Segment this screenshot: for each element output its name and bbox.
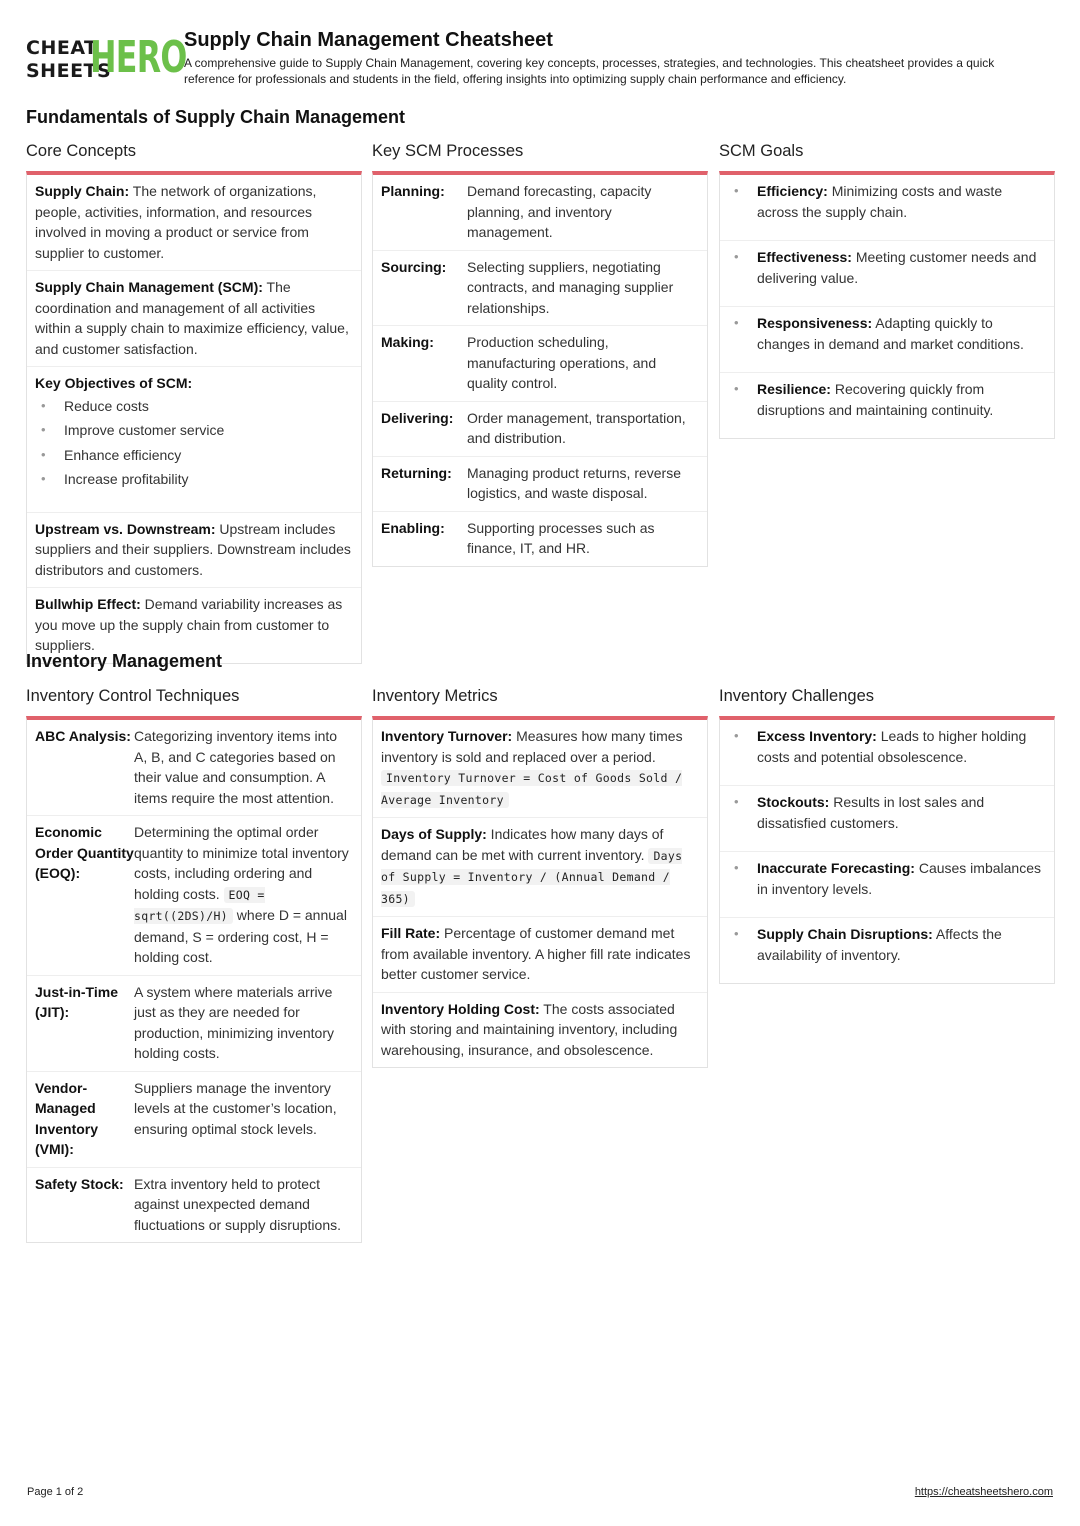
technique-key: Vendor-Managed Inventory (VMI): bbox=[35, 1079, 99, 1157]
goal-label: Resilience: bbox=[757, 381, 831, 397]
list-item bbox=[720, 918, 1054, 983]
section-title-inventory: Inventory Management bbox=[26, 651, 223, 671]
core-concepts-title: Core Concepts bbox=[26, 142, 137, 160]
goal-text: Adapting quickly to changes in demand and market conditions. bbox=[757, 315, 1024, 352]
term-text: The coordination and management of all activities within a supply chain to maximize efficiency, value, and customer satisfaction. bbox=[35, 279, 349, 357]
site-link[interactable]: https://cheatsheetshero.com bbox=[914, 1486, 1053, 1498]
inventory-metrics-column bbox=[372, 685, 708, 1068]
metric-text: Measures how many times inventory is sold and replaced over a period. bbox=[381, 728, 683, 765]
challenge-label: Excess Inventory: bbox=[757, 728, 877, 744]
table-row bbox=[373, 457, 707, 512]
list-item bbox=[373, 917, 707, 993]
process-key: Returning: bbox=[381, 464, 452, 481]
objective-item: • Enhance efficiency bbox=[35, 443, 353, 468]
page-number: Page 1 of 2 bbox=[27, 1486, 84, 1498]
term-text: Demand variability increases as you move up the supply chain from customer to suppliers. bbox=[35, 596, 343, 653]
term-text: Upstream includes suppliers and their suppliers. Downstream includes distributors and customers. bbox=[35, 520, 351, 578]
goal-label: Efficiency: bbox=[757, 183, 828, 199]
page-title: Supply Chain Management Cheatsheet bbox=[184, 29, 553, 51]
list-item bbox=[720, 241, 1054, 307]
term-text: The network of organizations, people, activities, information, and resources involved in moving a product or service from supplier to customer. bbox=[35, 183, 317, 261]
list-item bbox=[373, 818, 707, 917]
goal-label: Responsiveness: bbox=[757, 315, 873, 331]
inventory-metrics-card bbox=[372, 716, 708, 1068]
table-row bbox=[373, 326, 707, 402]
table-row bbox=[373, 175, 707, 251]
goal-text: Minimizing costs and waste across the supply chain. bbox=[757, 183, 1003, 220]
metric-label: Inventory Holding Cost: bbox=[381, 1000, 540, 1017]
term-label: Upstream vs. Downstream: bbox=[35, 520, 216, 537]
list-item bbox=[27, 367, 361, 513]
logo-hero-text: HERO bbox=[90, 32, 187, 83]
term-label: Supply Chain: bbox=[35, 183, 130, 199]
core-concepts-column bbox=[26, 140, 362, 664]
goal-text: Recovering quickly from disruptions and maintaining continuity. bbox=[757, 381, 994, 418]
list-item bbox=[720, 175, 1054, 241]
table-row bbox=[27, 1072, 361, 1168]
goal-label: Effectiveness: bbox=[757, 249, 852, 265]
scm-goals-title: SCM Goals bbox=[719, 142, 804, 160]
list-item bbox=[720, 720, 1054, 786]
table-row bbox=[27, 1168, 361, 1243]
core-concepts-card bbox=[26, 171, 362, 664]
scm-processes-column bbox=[372, 140, 708, 567]
logo-cheat-text: CHEAT bbox=[26, 37, 98, 59]
metric-text: The costs associated with storing and maintaining inventory, including warehousing, insurance, and obsolescence. bbox=[381, 1000, 678, 1058]
process-value: Selecting suppliers, negotiating contracts, and managing supplier relationships. bbox=[467, 258, 674, 316]
process-value: Supporting processes such as finance, IT, and HR. bbox=[467, 519, 655, 556]
objective-item: • Increase profitability bbox=[35, 467, 353, 492]
formula-code: EOQ = sqrt((2DS)/H) bbox=[134, 887, 265, 923]
process-value: Managing product returns, reverse logistics, and waste disposal. bbox=[467, 464, 681, 501]
inventory-challenges-title: Inventory Challenges bbox=[719, 687, 875, 705]
list-item bbox=[720, 786, 1054, 852]
scm-processes-title: Key SCM Processes bbox=[372, 142, 524, 160]
challenge-label: Stockouts: bbox=[757, 794, 830, 810]
process-key: Planning: bbox=[381, 183, 445, 199]
term-label: Key Objectives of SCM: bbox=[35, 375, 193, 391]
inventory-challenges-column bbox=[719, 685, 1055, 984]
technique-text: where D = annual demand, S = ordering cost, H = holding cost. bbox=[134, 907, 347, 965]
list-item bbox=[27, 271, 361, 367]
scm-goals-column bbox=[719, 140, 1055, 439]
term-label: Bullwhip Effect: bbox=[35, 596, 141, 612]
inventory-techniques-title: Inventory Control Techniques bbox=[26, 687, 240, 705]
cheatsheetshero-logo[interactable] bbox=[26, 32, 187, 83]
logo-sheets-text: SHEETS bbox=[26, 60, 112, 82]
process-key: Sourcing: bbox=[381, 258, 447, 275]
process-key: Delivering: bbox=[381, 409, 454, 426]
process-value: Order management, transportation, and distribution. bbox=[467, 409, 686, 446]
table-row bbox=[27, 976, 361, 1072]
challenge-text: Causes imbalances in inventory levels. bbox=[757, 860, 1041, 897]
list-item bbox=[373, 993, 707, 1068]
technique-value: A system where materials arrive just as they are needed for production, minimizing inventory holding costs. bbox=[134, 983, 334, 1061]
challenge-label: Inaccurate Forecasting: bbox=[757, 860, 915, 876]
metric-text: Percentage of customer demand met from available inventory. A higher fill rate indicates better customer service. bbox=[381, 925, 691, 982]
metric-label: Fill Rate: bbox=[381, 925, 441, 941]
technique-value bbox=[134, 822, 353, 968]
term-label: Supply Chain Management (SCM): bbox=[35, 279, 263, 295]
inventory-metrics-title: Inventory Metrics bbox=[372, 687, 498, 705]
process-key: Making: bbox=[381, 334, 434, 350]
list-item bbox=[720, 373, 1054, 438]
goal-text: Meeting customer needs and delivering value. bbox=[757, 249, 1037, 286]
list-item bbox=[720, 307, 1054, 373]
table-row bbox=[373, 512, 707, 566]
formula-code: Inventory Turnover = Cost of Goods Sold / Average Inventory bbox=[381, 771, 683, 807]
technique-key: Just-in-Time (JIT): bbox=[35, 983, 118, 1020]
inventory-techniques-column bbox=[26, 685, 362, 1243]
table-row bbox=[373, 402, 707, 457]
challenge-text: Leads to higher holding costs and potential obsolescence. bbox=[757, 728, 1027, 765]
process-value: Demand forecasting, capacity planning, and inventory management. bbox=[467, 183, 652, 240]
metric-label: Inventory Turnover: bbox=[381, 728, 513, 744]
challenge-text: Results in lost sales and dissatisfied customers. bbox=[757, 794, 985, 831]
inventory-techniques-card bbox=[26, 716, 362, 1243]
formula-code: Days of Supply = Inventory / (Annual Demand / 365) bbox=[381, 848, 683, 906]
table-row bbox=[373, 251, 707, 327]
objective-item: • Reduce costs bbox=[35, 394, 353, 419]
technique-value: Categorizing inventory items into A, B, and C categories based on their value and consumption. A items require the most attention. bbox=[134, 728, 338, 806]
technique-text: Determining the optimal order quantity to minimize total inventory costs, including ordering and holding costs. bbox=[134, 824, 349, 902]
page-subtitle: A comprehensive guide to Supply Chain Management, covering key concepts, processes, strategies, and technologies. This cheatsheet provides a quick reference for professionals and students in the field, offering insights into optimizing supply chain performance and efficiency. bbox=[184, 56, 995, 86]
list-item bbox=[373, 720, 707, 818]
process-key: Enabling: bbox=[381, 519, 445, 536]
technique-key: ABC Analysis: bbox=[35, 728, 131, 744]
scm-processes-card bbox=[372, 171, 708, 567]
inventory-challenges-card bbox=[719, 716, 1055, 984]
process-value: Production scheduling, manufacturing operations, and quality control. bbox=[467, 334, 657, 391]
list-item bbox=[720, 852, 1054, 918]
scm-goals-card bbox=[719, 171, 1055, 439]
challenge-text: Affects the availability of inventory. bbox=[757, 926, 1002, 963]
technique-value: Suppliers manage the inventory levels at the customer’s location, ensuring optimal stock levels. bbox=[134, 1079, 337, 1137]
page-header bbox=[26, 28, 1056, 88]
objectives-list bbox=[35, 394, 353, 492]
table-row bbox=[27, 720, 361, 816]
section-title-fundamentals: Fundamentals of Supply Chain Management bbox=[26, 107, 406, 127]
challenge-label: Supply Chain Disruptions: bbox=[757, 926, 933, 942]
list-item bbox=[27, 513, 361, 589]
technique-key: Economic Order Quantity (EOQ): bbox=[35, 824, 134, 881]
metric-text: Indicates how many days of demand can be met with current inventory. bbox=[381, 826, 664, 863]
objective-item: • Improve customer service bbox=[35, 418, 353, 443]
list-item bbox=[27, 175, 361, 271]
technique-value: Extra inventory held to protect against unexpected demand fluctuations or supply disruptions. bbox=[134, 1175, 341, 1233]
table-row bbox=[27, 816, 361, 976]
metric-label: Days of Supply: bbox=[381, 826, 487, 842]
technique-key: Safety Stock: bbox=[35, 1175, 124, 1192]
